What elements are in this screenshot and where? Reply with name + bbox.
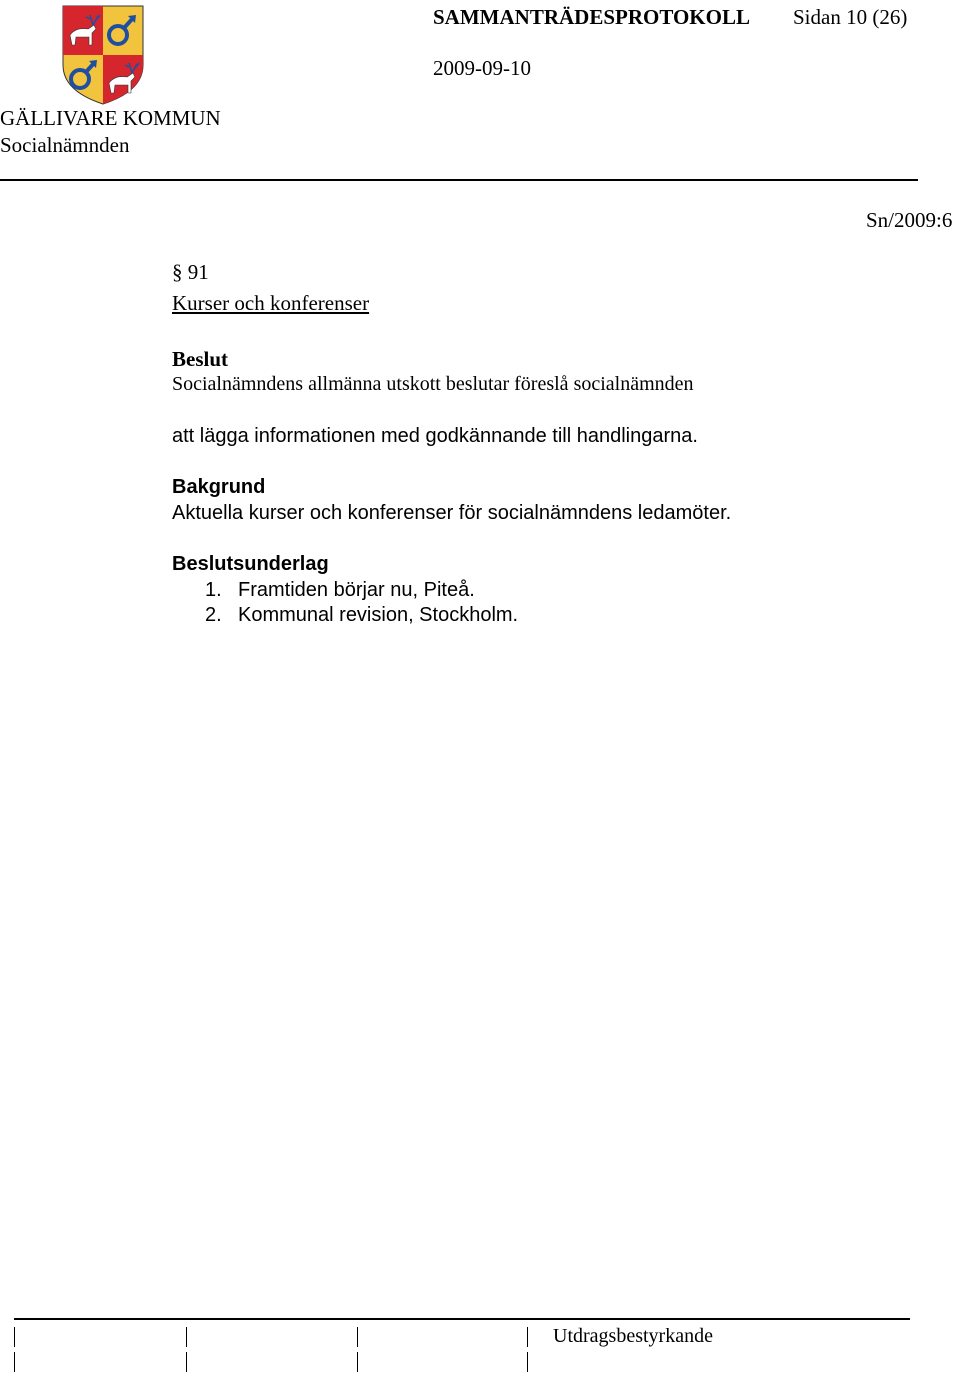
list-item-text: Framtiden börjar nu, Piteå. xyxy=(238,579,475,601)
list-item-number: 2. xyxy=(205,604,222,626)
beslutsunderlag-heading: Beslutsunderlag xyxy=(172,553,329,575)
signature-box-divider xyxy=(357,1352,358,1372)
beslut-text-line-1: Socialnämndens allmänna utskott beslutar föreslå socialnämnden xyxy=(172,373,694,395)
signature-box-divider xyxy=(527,1327,528,1347)
beslut-heading: Beslut xyxy=(172,347,229,371)
bakgrund-heading: Bakgrund xyxy=(172,476,266,498)
document-date: 2009-09-10 xyxy=(433,56,531,80)
utdragsbestyrkande-label: Utdragsbestyrkande xyxy=(553,1325,713,1347)
section-number: § 91 xyxy=(172,260,209,284)
organization-name: GÄLLIVARE KOMMUN xyxy=(0,106,221,130)
signature-box-divider xyxy=(14,1327,15,1347)
signature-box-divider xyxy=(527,1352,528,1372)
case-number: Sn/2009:6 xyxy=(866,208,953,232)
signature-box-divider xyxy=(357,1327,358,1347)
list-item-text: Kommunal revision, Stockholm. xyxy=(238,604,519,626)
list-item-number: 1. xyxy=(205,579,222,601)
bakgrund-text: Aktuella kurser och konferenser för socialnämndens ledamöter. xyxy=(172,502,732,524)
beslut-text-line-2: att lägga informationen med godkännande till handlingarna. xyxy=(172,425,698,447)
list-item xyxy=(205,579,475,602)
department-name: Socialnämnden xyxy=(0,133,130,157)
list-item xyxy=(205,604,518,627)
signature-box-divider xyxy=(186,1352,187,1372)
header-divider xyxy=(0,179,918,181)
page-reference: Sidan 10 (26) xyxy=(793,5,908,29)
document-title: SAMMANTRÄDESPROTOKOLL xyxy=(433,5,750,29)
section-title: Kurser och konferenser xyxy=(172,291,370,315)
footer-divider xyxy=(14,1318,910,1320)
coat-of-arms-logo xyxy=(62,5,144,105)
signature-box-divider xyxy=(14,1352,15,1372)
signature-box-divider xyxy=(186,1327,187,1347)
